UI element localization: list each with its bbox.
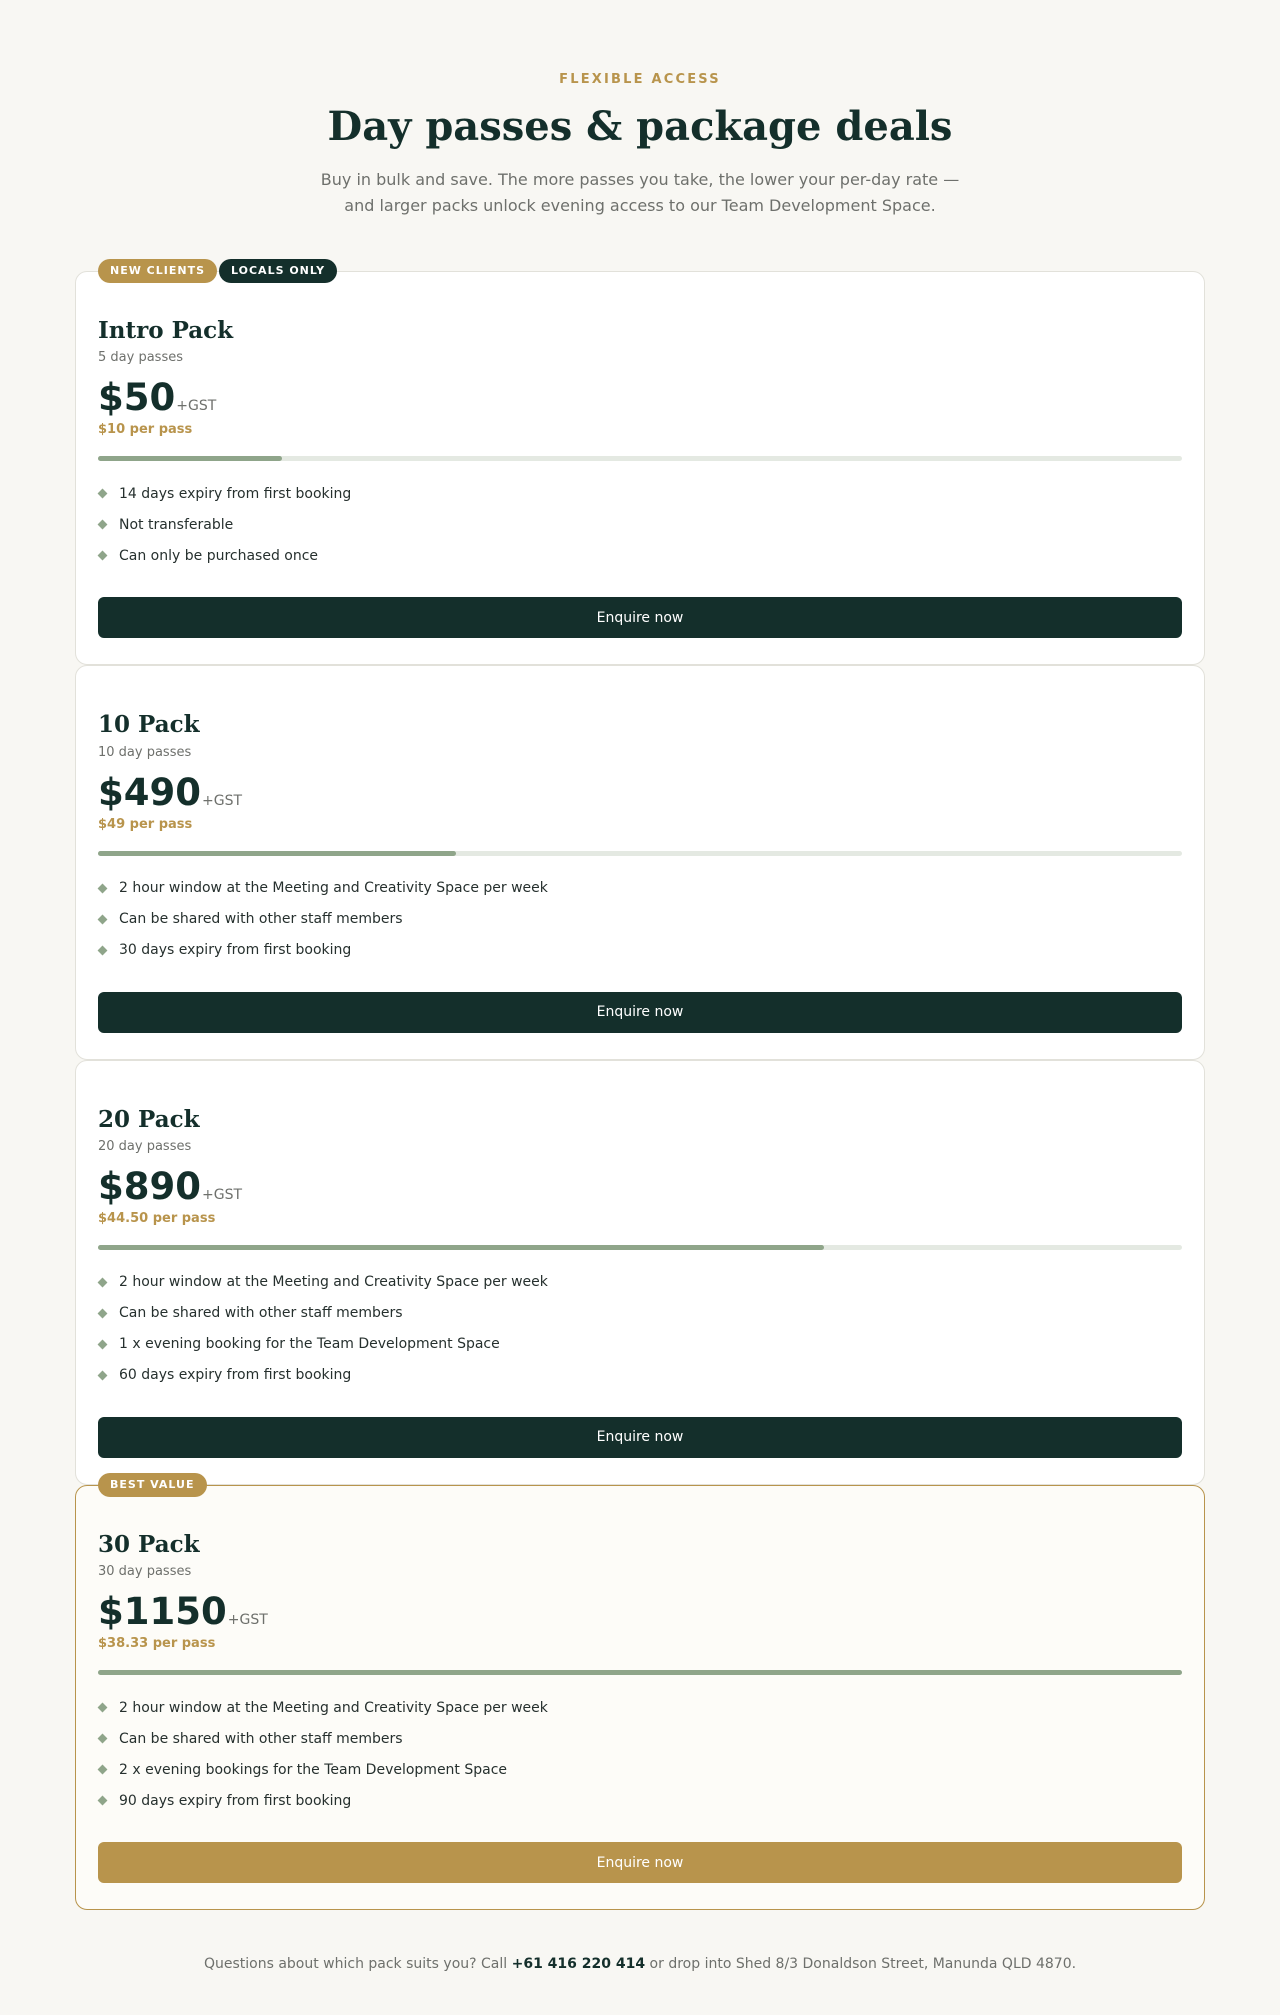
gst-label: +GST [227,1612,268,1629]
feature-item [98,478,1182,509]
feature-text: 2 hour window at the Meeting and Creativity Space per week [119,1699,548,1716]
pack-passes: 5 day passes [98,350,183,366]
feature-item [98,1267,1182,1298]
per-pass-price: $10 per pass [98,422,193,438]
feature-list [98,1267,1182,1391]
pack-price: $50 [98,376,176,420]
feature-text: 1 x evening booking for the Team Development Space [119,1336,500,1353]
value-bar [98,456,1182,461]
feature-item [98,1360,1182,1391]
diamond-bullet-icon [98,520,108,530]
feature-item [98,904,1182,935]
per-pass-price: $38.33 per pass [98,1636,216,1652]
diamond-bullet-icon [98,945,108,955]
pack-price: $490 [98,770,201,814]
feature-item [98,540,1182,571]
pack-passes: 10 day passes [98,744,192,760]
card-badge: NEW CLIENTS [98,259,217,283]
feature-list [98,1692,1182,1816]
feature-item [98,1298,1182,1329]
footer-note [0,1956,1280,1972]
page-title: Day passes & package deals [327,103,953,150]
diamond-bullet-icon [98,1370,108,1380]
diamond-bullet-icon [98,1308,108,1318]
feature-text: 2 hour window at the Meeting and Creativity Space per week [119,880,548,897]
pricing-cards [75,264,1205,1910]
value-bar-fill [98,456,282,461]
price-row [98,376,1182,420]
feature-text: Can be shared with other staff members [119,1305,403,1322]
feature-text: 90 days expiry from first booking [119,1792,352,1809]
pack-name: 20 Pack [98,1105,200,1133]
diamond-bullet-icon [98,883,108,893]
feature-text: 30 days expiry from first booking [119,942,352,959]
feature-item [98,1723,1182,1754]
pricing-card [75,1477,1205,1910]
value-bar-fill [98,851,456,856]
feature-item [98,1692,1182,1723]
diamond-bullet-icon [98,551,108,561]
feature-item [98,1754,1182,1785]
value-bar-fill [98,1670,1182,1675]
price-row [98,1590,1182,1634]
feature-text: Can only be purchased once [119,547,319,564]
feature-item [98,935,1182,966]
feature-item [98,1785,1182,1816]
per-pass-price: $44.50 per pass [98,1210,216,1226]
pack-price: $890 [98,1164,201,1208]
pricing-card [75,665,1205,1059]
pack-name: 30 Pack [98,1530,200,1558]
feature-item [98,873,1182,904]
diamond-bullet-icon [98,1734,108,1744]
pricing-header [0,72,1280,219]
diamond-bullet-icon [98,1339,108,1349]
value-bar [98,851,1182,856]
diamond-bullet-icon [98,1765,108,1775]
diamond-bullet-icon [98,914,108,924]
value-bar-fill [98,1245,824,1250]
page-subtitle: Buy in bulk and save. The more passes you take, the lower your per-day rate — and larger packs unlock evening access to our Team Development Space. [320,170,960,215]
pack-price: $1150 [98,1590,227,1634]
gst-label: +GST [201,792,243,809]
feature-list [98,478,1182,571]
pricing-card [75,1060,1205,1485]
enquire-now-button[interactable]: Enquire now [98,1842,1182,1883]
feature-text: Can be shared with other staff members [119,1730,403,1747]
feature-item [98,509,1182,540]
feature-item [98,1329,1182,1360]
card-badges [98,1473,207,1497]
value-bar [98,1245,1182,1250]
diamond-bullet-icon [98,489,108,499]
feature-text: 14 days expiry from first booking [119,485,352,502]
value-bar [98,1670,1182,1675]
price-row [98,1164,1182,1208]
feature-list [98,873,1182,966]
diamond-bullet-icon [98,1796,108,1806]
footer-phone[interactable]: +61 416 220 414 [511,1956,646,1973]
gst-label: +GST [176,398,217,415]
feature-text: 2 x evening bookings for the Team Development Space [119,1761,508,1778]
feature-text: Can be shared with other staff members [119,911,403,928]
per-pass-price: $49 per pass [98,816,193,832]
diamond-bullet-icon [98,1277,108,1287]
footer-text-before: Questions about which pack suits you? Call [203,1956,512,1973]
card-badge: BEST VALUE [98,1473,207,1497]
gst-label: +GST [201,1186,243,1203]
pack-passes: 30 day passes [98,1564,192,1580]
pack-name: Intro Pack [98,317,234,344]
enquire-now-button[interactable]: Enquire now [98,597,1182,638]
footer-text-after: or drop into Shed 8/3 Donaldson Street, Manunda QLD 4870. [645,1956,1077,1973]
enquire-now-button[interactable]: Enquire now [98,1417,1182,1458]
feature-text: 2 hour window at the Meeting and Creativity Space per week [119,1274,548,1291]
card-badge: LOCALS ONLY [219,259,337,283]
price-row [98,770,1182,814]
enquire-now-button[interactable]: Enquire now [98,992,1182,1033]
feature-text: 60 days expiry from first booking [119,1367,352,1384]
pack-name: 10 Pack [98,711,200,739]
eyebrow-label: FLEXIBLE ACCESS [559,72,721,87]
feature-text: Not transferable [119,516,234,533]
diamond-bullet-icon [98,1703,108,1713]
pricing-card [75,264,1205,665]
card-badges [98,259,337,283]
pack-passes: 20 day passes [98,1138,192,1154]
